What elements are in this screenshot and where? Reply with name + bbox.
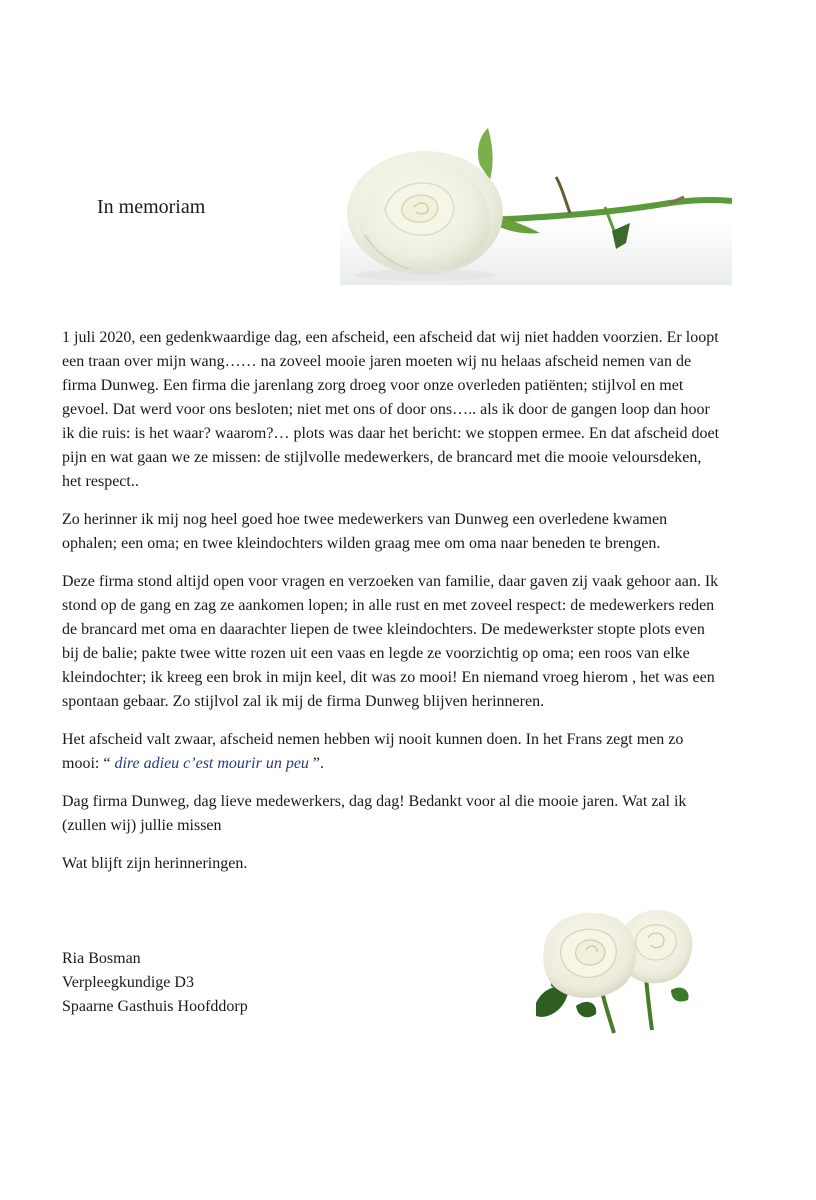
french-quote: dire adieu c’est mourir un peu [110, 755, 313, 772]
signature-hospital: Spaarne Gasthuis Hoofddorp [62, 998, 248, 1015]
paragraph-2: Zo herinner ik mij nog heel goed hoe twee medewerkers van Dunweg een overledene kwamen ophalen; een oma; en twee kleindochters wilden graag mee om oma naar beneden te brengen. [62, 511, 668, 552]
letter-body [62, 326, 722, 890]
paragraph-4-end: ”. [312, 755, 325, 772]
signature-role: Verpleegkundige D3 [62, 974, 194, 991]
paragraph-6: Wat blijft zijn herinneringen. [62, 855, 248, 872]
paragraph-1: 1 juli 2020, een gedenkwaardige dag, een afscheid, een afscheid dat wij niet hadden voorzien. Er loopt een traan over mijn wang…… na zoveel mooie jaren moeten wij nu helaas afscheid nemen van de firma Dunweg. Een firma die jarenlang zorg droeg voor onze overleden patiënten; stijlvol en met gevoel. Dat werd voor ons besloten; niet met ons of door ons….. als ik door de gangen loop dan hoor ik die ruis: is het waar? waarom?… plots was daar het bericht: we stoppen ermee. En dat afscheid doet pijn en wat gaan we ze missen: de stijlvolle medewerkers, de brancard met die mooie veloursdeken, het respect.. [62, 329, 720, 490]
two-white-roses-image [506, 898, 701, 1038]
page-title: In memoriam [97, 196, 206, 218]
white-rose-image [340, 125, 732, 285]
paragraph-3: Deze firma stond altijd open voor vragen en verzoeken van familie, daar gaven zij vaak gehoor aan. Ik stond op de gang en zag ze aankomen lopen; in alle rust en met zoveel respect: de medewerkers reden de brancard met oma en daarachter liepen de twee kleindochters. De medewerkster stopte plots even bij de balie; pakte twee witte rozen uit een vaas en legde ze voorzichtig op oma; een roos van elke kleindochter; ik kreeg een brok in mijn keel, dit was zo mooi! En niemand vroeg hierom , het was een spontaan gebaar. Zo stijlvol zal ik mij de firma Dunweg blijven herinneren. [62, 573, 719, 710]
signature-block [62, 947, 248, 1019]
paragraph-4-start: Het afscheid valt zwaar, afscheid nemen hebben wij nooit kunnen doen. In het Frans zegt men zo mooi: “ [62, 731, 684, 772]
paragraph-5: Dag firma Dunweg, dag lieve medewerkers, dag dag! Bedankt voor al die mooie jaren. Wat zal ik (zullen wij) jullie missen [62, 793, 687, 834]
paragraph-4 [62, 728, 722, 776]
signature-name: Ria Bosman [62, 950, 141, 967]
